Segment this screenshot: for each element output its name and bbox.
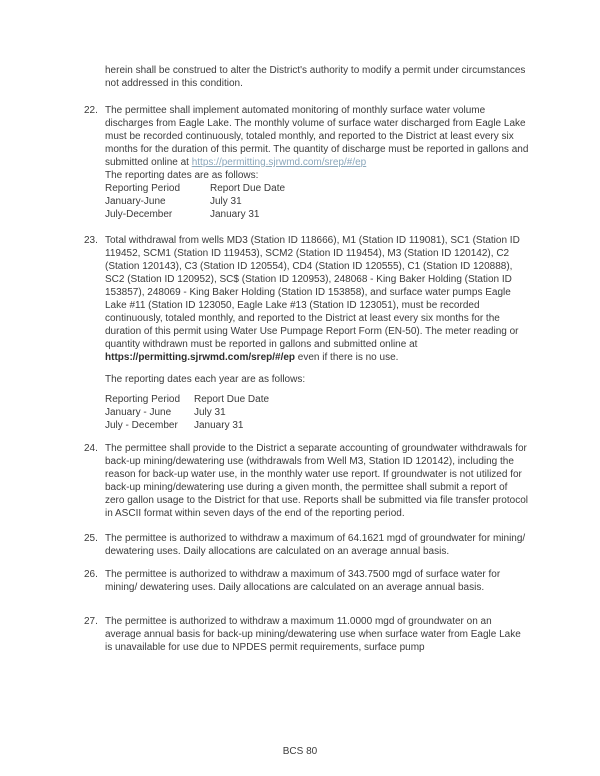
item-text: The permittee is authorized to withdraw a maximum of 343.7500 mgd of surface water for mining/ dewatering uses. Daily allocations are calculated on an average annual basis. — [105, 569, 501, 593]
reporting-period-header: Reporting Period — [105, 183, 181, 194]
item-body — [105, 568, 529, 594]
reporting-period-cell: July-December — [105, 209, 173, 220]
item-number: 22. — [84, 105, 98, 116]
report-due-date-header: Report Due Date — [210, 183, 286, 194]
intro-paragraph: herein shall be construed to alter the District's authority to modify a permit under circumstances not addressed in this condition. — [105, 65, 526, 89]
reporting-period-cell: January - June — [105, 407, 172, 418]
item-text-segment: The permittee shall implement automated monitoring of monthly surface water volume discharges from Eagle Lake. The monthly volume of surface water discharged from Eagle Lake must be recorded continuously, totaled monthly, and reported to the District at least every six months for the duration of this permit. The quantity of discharge must be reported in gallons and submitted online at — [105, 105, 529, 168]
report-due-date-cell: July 31 — [194, 407, 226, 418]
table-row — [105, 208, 529, 221]
report-due-date-cell: January 31 — [194, 420, 244, 431]
page-number: BCS 80 — [282, 746, 318, 757]
item-number: 25. — [84, 533, 98, 544]
reporting-dates-intro: The reporting dates are as follows: — [105, 170, 259, 181]
item-text: The permittee is authorized to withdraw a maximum of 64.1621 mgd of groundwater for mining/ dewatering uses. Daily allocations are calculated on an average annual basis. — [105, 533, 526, 557]
table-row — [105, 195, 529, 208]
item-body — [105, 615, 529, 654]
table-header-row — [105, 393, 529, 406]
condition-item-26 — [84, 568, 529, 594]
item-text: The permittee shall provide to the District a separate accounting of groundwater withdrawals for back-up mining/dewatering use (withdrawals from Well M3, Station ID 120142), including the reason for back-up water use, in the monthly water use report. If groundwater is not utilized for back-up mining/dewatering use during a given month, the permittee shall submit a report of zero gallon usage to the District for that use. Reports shall be submitted via file transfer protocol in ASCII format within seven days of the end of the reporting period. — [105, 443, 528, 519]
item-number: 26. — [84, 569, 98, 580]
condition-item-23 — [84, 234, 529, 432]
permitting-link[interactable]: https://permitting.sjrwmd.com/srep/#/ep — [191, 157, 367, 168]
reporting-period-header: Reporting Period — [105, 394, 181, 405]
item-body — [105, 532, 529, 558]
table-row — [105, 406, 529, 419]
report-due-date-cell: July 31 — [210, 196, 242, 207]
item-text-segment: Total withdrawal from wells MD3 (Station ID 118666), M1 (Station ID 119081), SC1 (Station ID 119452, SCM1 (Station ID 119453), SCM2 (Station ID 119454), M3 (Station ID 120142), C2 (Station 120143), C3 (Station ID 120554), CD4 (Station ID 120555), C1 (Station ID 120888), SC2 (Station ID 120952), SC$ (Station ID 120953), 248068 - King Baker Holding (Station ID 153857), 248069 - King Baker Holding (Station ID 153858), and surface water pumps Eagle Lake #11 (Station ID 123050, Eagle Lake #13 (Station ID 123051), must be recorded continuously, totaled monthly, and reported to the District at least every six months for the duration of this permit using Water Use Pumpage Report Form (EN-50). The meter reading or quantity withdrawn must be reported in gallons and submitted online at — [105, 235, 520, 350]
report-due-date-cell: January 31 — [210, 209, 260, 220]
item-text-segment: even if there is no use. — [295, 352, 399, 363]
item-text — [105, 104, 529, 169]
reporting-period-cell: January-June — [105, 196, 166, 207]
item-body — [105, 104, 529, 221]
reporting-table — [105, 182, 529, 221]
item-number: 24. — [84, 443, 98, 454]
condition-item-22 — [84, 104, 529, 221]
condition-item-25 — [84, 532, 529, 558]
item-number: 23. — [84, 235, 98, 246]
table-row — [105, 419, 529, 432]
item-body — [105, 442, 529, 520]
condition-item-27 — [84, 615, 529, 654]
permitting-url-bold: https://permitting.sjrwmd.com/srep/#/ep — [105, 352, 296, 363]
item-text — [105, 234, 529, 364]
reporting-table — [105, 393, 529, 432]
condition-item-24 — [84, 442, 529, 520]
table-header-row — [105, 182, 529, 195]
item-number: 27. — [84, 616, 98, 627]
reporting-dates-intro: The reporting dates each year are as follows: — [105, 374, 306, 385]
reporting-period-cell: July - December — [105, 420, 178, 431]
document-body — [84, 64, 529, 668]
report-due-date-header: Report Due Date — [194, 394, 270, 405]
item-body — [105, 234, 529, 432]
item-text: The permittee is authorized to withdraw a maximum 11.0000 mgd of groundwater on an average annual basis for back-up mining/dewatering use when surface water from Eagle Lake is unavailable for use due to NPDES permit requirements, surface pump — [105, 616, 521, 653]
